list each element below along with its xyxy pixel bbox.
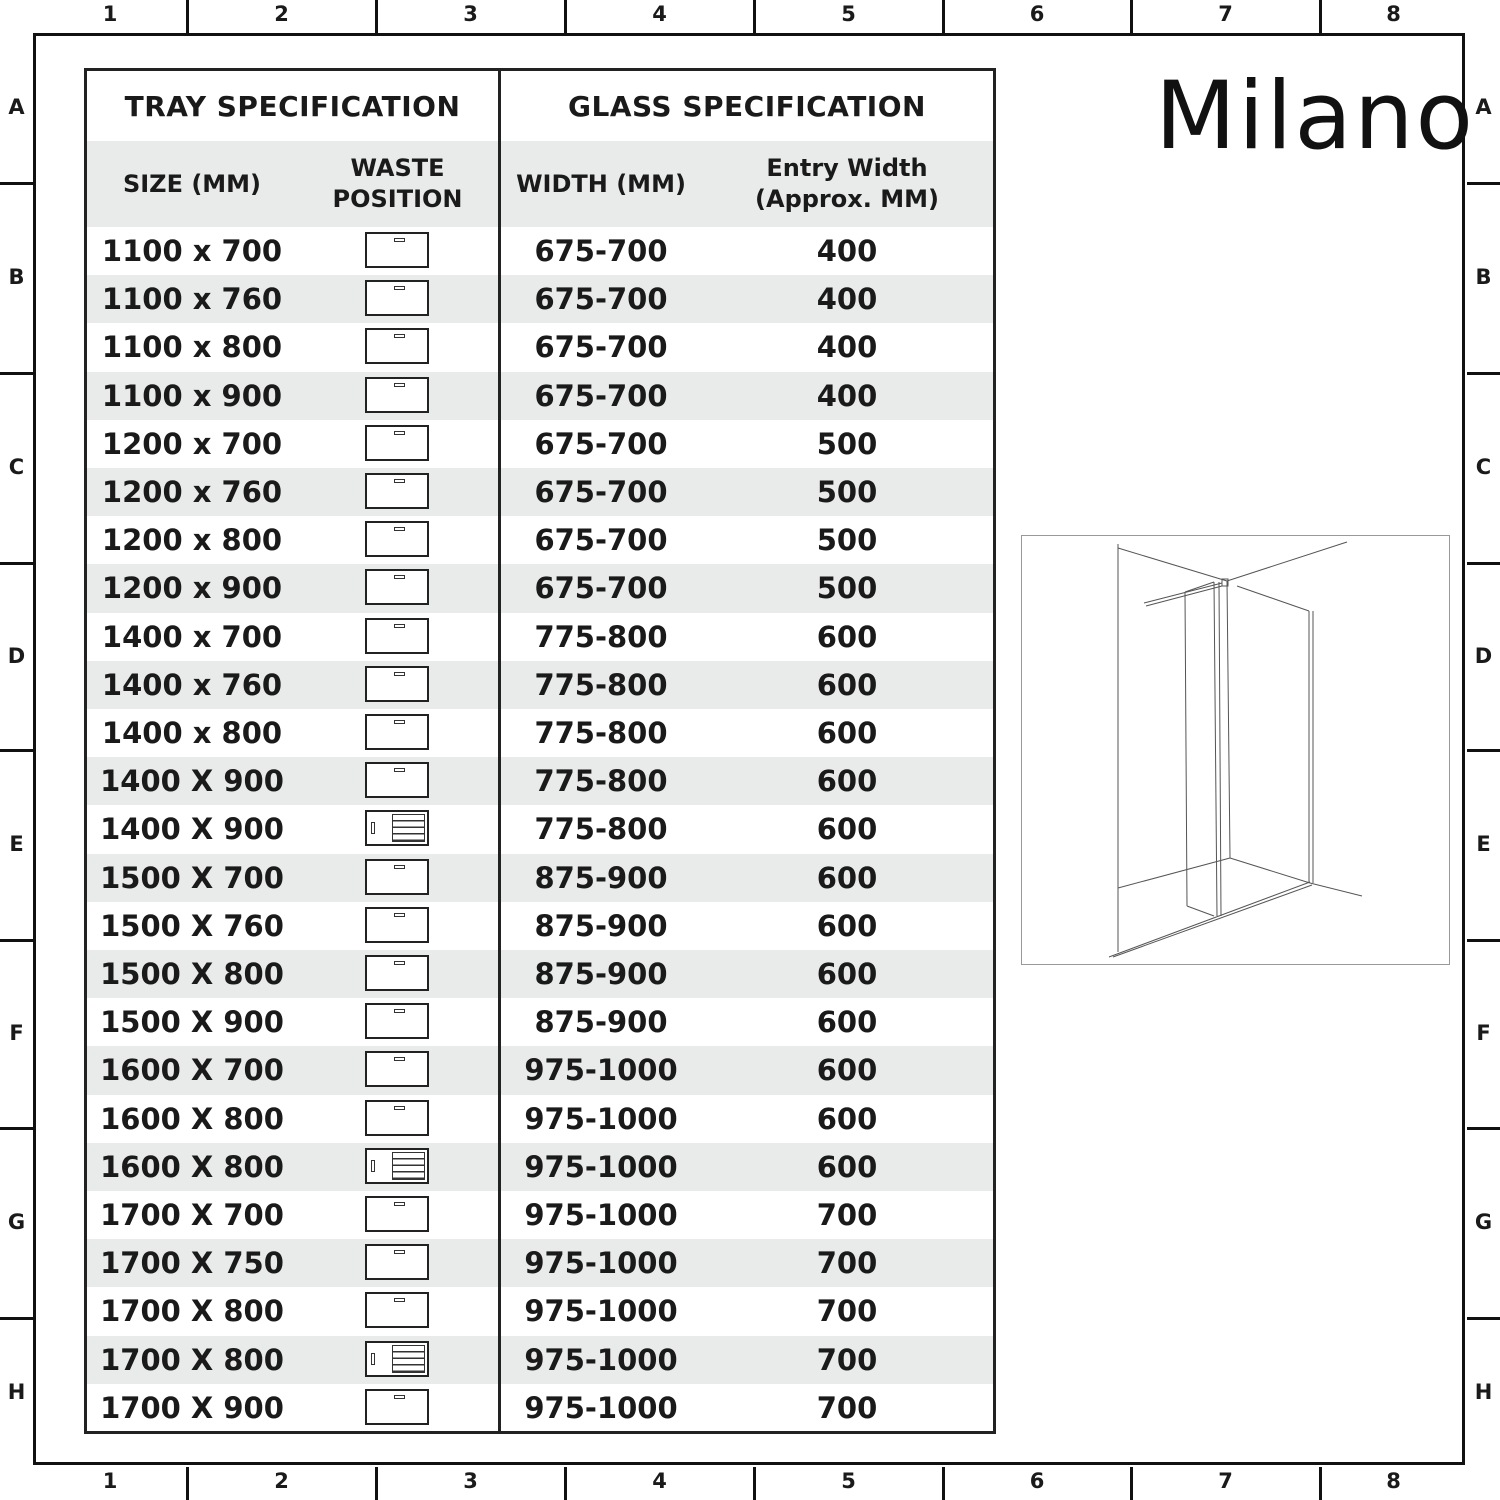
tray-size: 1100 x 700	[101, 234, 283, 269]
waste-slot	[394, 1395, 405, 1399]
waste-position-end-icon	[365, 569, 429, 605]
row-label: A	[8, 95, 25, 119]
header-entry-width	[701, 141, 993, 227]
ruler-tick	[1467, 1317, 1500, 1320]
entry-width: 600	[816, 764, 878, 799]
waste-slot	[394, 479, 405, 483]
table-row	[87, 227, 993, 275]
waste-position-end-icon	[365, 859, 429, 895]
waste-slot	[394, 431, 405, 435]
table-row	[87, 1239, 993, 1287]
header-waste-line1: WASTE	[350, 154, 445, 182]
entry-width: 400	[816, 378, 878, 413]
tray-size: 1500 X 760	[100, 908, 284, 943]
header-entry-line2: (Approx. MM)	[755, 185, 939, 213]
waste-slot	[371, 1353, 375, 1365]
tray-size: 1400 x 700	[101, 619, 283, 654]
entry-width: 600	[816, 957, 878, 992]
tray-size: 1500 X 700	[100, 860, 284, 895]
column-ruler-top	[0, 0, 1500, 33]
entry-width: 600	[816, 1149, 878, 1184]
row-label: D	[1474, 643, 1493, 668]
tray-size: 1700 X 800	[100, 1342, 284, 1377]
table-row	[87, 275, 993, 323]
ruler-tick	[0, 182, 33, 185]
column-label: 8	[1386, 1469, 1401, 1493]
entry-width: 600	[816, 860, 878, 895]
row-label: H	[1474, 1379, 1493, 1404]
glass-width: 875-900	[534, 908, 668, 943]
entry-width: 500	[816, 571, 878, 606]
entry-width: 600	[816, 908, 878, 943]
glass-width: 975-1000	[524, 1101, 678, 1136]
tray-size: 1700 X 750	[100, 1246, 284, 1281]
row-ruler-left	[0, 0, 33, 1500]
row-label: E	[9, 832, 24, 856]
waste-position-side-grid-icon	[365, 1148, 429, 1184]
section-divider	[498, 71, 501, 1431]
entry-width: 700	[816, 1294, 878, 1329]
waste-slot	[394, 286, 405, 290]
waste-position-side-grid-icon	[365, 810, 429, 846]
table-row	[87, 661, 993, 709]
table-row	[87, 757, 993, 805]
column-label: 7	[1218, 2, 1233, 26]
waste-position-end-icon	[365, 425, 429, 461]
waste-slot	[394, 383, 405, 387]
glass-width: 675-700	[534, 282, 668, 317]
table-row	[87, 998, 993, 1046]
column-label: 3	[463, 1469, 478, 1493]
column-label: 1	[102, 2, 118, 26]
waste-slot	[394, 575, 405, 579]
waste-position-end-icon	[365, 377, 429, 413]
row-ruler-right	[1467, 0, 1500, 1500]
waste-position-end-icon	[365, 1100, 429, 1136]
column-label: 8	[1386, 2, 1401, 26]
waste-slot	[394, 1250, 405, 1254]
column-label: 2	[274, 2, 289, 26]
waste-position-end-icon	[365, 1051, 429, 1087]
tray-size: 1700 X 700	[100, 1198, 284, 1233]
glass-width: 675-700	[534, 523, 668, 558]
row-label: C	[8, 455, 25, 479]
waste-position-end-icon	[365, 714, 429, 750]
tray-size: 1600 X 700	[100, 1053, 284, 1088]
waste-slot	[394, 1202, 405, 1206]
row-label: H	[7, 1379, 26, 1404]
waste-slot	[394, 768, 405, 772]
entry-width: 600	[816, 1053, 878, 1088]
waste-slot	[394, 238, 405, 242]
column-label: 4	[652, 1469, 667, 1493]
waste-position-end-icon	[365, 1244, 429, 1280]
table-row	[87, 468, 993, 516]
waste-slot	[394, 1298, 405, 1302]
waste-position-end-icon	[365, 1389, 429, 1425]
ruler-tick	[0, 1127, 33, 1130]
table-row	[87, 902, 993, 950]
ruler-tick	[1467, 562, 1500, 565]
header-size: SIZE (MM)	[122, 169, 262, 198]
waste-position-end-icon	[365, 473, 429, 509]
table-row	[87, 950, 993, 998]
tray-size: 1500 X 900	[100, 1005, 284, 1040]
waste-position-end-icon	[365, 907, 429, 943]
ruler-tick	[1467, 749, 1500, 752]
waste-position-side-grid-icon	[365, 1341, 429, 1377]
entry-width: 400	[816, 330, 878, 365]
table-row	[87, 516, 993, 564]
tray-size: 1200 x 760	[101, 475, 283, 510]
waste-slot	[394, 720, 405, 724]
entry-width: 400	[816, 282, 878, 317]
row-label: D	[7, 643, 26, 668]
waste-slot	[394, 624, 405, 628]
glass-width: 675-700	[534, 475, 668, 510]
glass-width: 775-800	[534, 619, 668, 654]
waste-position-end-icon	[365, 521, 429, 557]
ruler-tick	[1467, 182, 1500, 185]
row-label: B	[8, 265, 25, 289]
table-row	[87, 854, 993, 902]
glass-width: 775-800	[534, 667, 668, 702]
glass-width: 975-1000	[524, 1198, 678, 1233]
row-label: F	[1476, 1021, 1491, 1045]
waste-slot	[394, 334, 405, 338]
waste-slot	[371, 822, 375, 834]
tray-size: 1400 X 900	[100, 764, 284, 799]
row-label: F	[9, 1021, 24, 1045]
waste-position-end-icon	[365, 955, 429, 991]
spec-table	[84, 68, 996, 1434]
table-row	[87, 805, 993, 853]
table-row	[87, 613, 993, 661]
row-label: G	[1474, 1210, 1493, 1234]
tray-grid	[392, 814, 425, 842]
tray-size: 1100 x 800	[101, 330, 283, 365]
glass-width: 875-900	[534, 957, 668, 992]
column-label: 4	[652, 2, 667, 26]
ruler-tick	[1467, 1127, 1500, 1130]
tray-size: 1100 x 760	[101, 282, 283, 317]
column-label: 6	[1029, 1469, 1045, 1493]
header-waste	[297, 141, 498, 227]
entry-width: 700	[816, 1198, 878, 1233]
tray-size: 1200 x 700	[101, 426, 283, 461]
tray-size: 1700 X 800	[100, 1294, 284, 1329]
tray-size: 1600 X 800	[100, 1149, 284, 1184]
entry-width: 600	[816, 812, 878, 847]
tray-size: 1200 x 800	[101, 523, 283, 558]
waste-slot	[394, 1009, 405, 1013]
glass-width: 875-900	[534, 1005, 668, 1040]
entry-width: 400	[816, 234, 878, 269]
column-label: 6	[1029, 2, 1045, 26]
waste-position-end-icon	[365, 232, 429, 268]
entry-width: 600	[816, 716, 878, 751]
entry-width: 700	[816, 1390, 878, 1425]
glass-width: 675-700	[534, 378, 668, 413]
column-label: 7	[1218, 1469, 1233, 1493]
glass-width: 975-1000	[524, 1390, 678, 1425]
entry-width: 600	[816, 1101, 878, 1136]
ruler-tick	[1467, 372, 1500, 375]
header-width: WIDTH (MM)	[516, 169, 686, 198]
tray-size: 1400 X 900	[100, 812, 284, 847]
tray-grid	[392, 1152, 425, 1180]
glass-width: 675-700	[534, 234, 668, 269]
tray-size: 1200 x 900	[101, 571, 283, 606]
walk-in-shower-illustration	[1021, 535, 1450, 965]
row-label: C	[1475, 455, 1492, 479]
waste-slot	[394, 1106, 405, 1110]
waste-position-end-icon	[365, 762, 429, 798]
row-label: G	[7, 1210, 26, 1234]
glass-width: 975-1000	[524, 1246, 678, 1281]
row-label: E	[1476, 832, 1491, 856]
column-header-row	[87, 141, 993, 227]
waste-position-end-icon	[365, 1003, 429, 1039]
waste-slot	[394, 1057, 405, 1061]
table-row	[87, 420, 993, 468]
entry-width: 600	[816, 1005, 878, 1040]
table-row	[87, 1143, 993, 1191]
tray-size: 1100 x 900	[101, 378, 283, 413]
tray-grid	[392, 1345, 425, 1373]
waste-position-end-icon	[365, 618, 429, 654]
glass-width: 775-800	[534, 716, 668, 751]
entry-width: 700	[816, 1342, 878, 1377]
waste-position-end-icon	[365, 1292, 429, 1328]
waste-slot	[371, 1160, 375, 1172]
glass-spec-title: GLASS SPECIFICATION	[568, 90, 926, 123]
tray-size: 1400 x 760	[101, 667, 283, 702]
waste-slot	[394, 527, 405, 531]
milano-logo: Milano	[1155, 62, 1476, 171]
ruler-tick	[0, 749, 33, 752]
waste-slot	[394, 865, 405, 869]
table-row	[87, 1191, 993, 1239]
waste-position-end-icon	[365, 1196, 429, 1232]
glass-width: 675-700	[534, 330, 668, 365]
table-row	[87, 1287, 993, 1335]
column-label: 1	[102, 1469, 118, 1493]
ruler-tick	[0, 1317, 33, 1320]
glass-width: 975-1000	[524, 1294, 678, 1329]
entry-width: 500	[816, 523, 878, 558]
glass-width: 975-1000	[524, 1053, 678, 1088]
row-label: A	[1475, 95, 1492, 119]
glass-width: 975-1000	[524, 1149, 678, 1184]
waste-position-end-icon	[365, 328, 429, 364]
ruler-tick	[0, 372, 33, 375]
table-row	[87, 1095, 993, 1143]
column-label: 2	[274, 1469, 289, 1493]
entry-width: 700	[816, 1246, 878, 1281]
tray-size: 1600 X 800	[100, 1101, 284, 1136]
entry-width: 500	[816, 426, 878, 461]
column-label: 5	[841, 1469, 856, 1493]
glass-width: 975-1000	[524, 1342, 678, 1377]
tray-size: 1700 X 900	[100, 1390, 284, 1425]
header-entry-line1: Entry Width	[766, 154, 928, 182]
glass-width: 775-800	[534, 812, 668, 847]
entry-width: 600	[816, 619, 878, 654]
table-row	[87, 564, 993, 612]
table-row	[87, 1384, 993, 1432]
row-label: B	[1475, 265, 1492, 289]
column-label: 5	[841, 2, 856, 26]
column-ruler-bottom	[0, 1467, 1500, 1500]
glass-width: 875-900	[534, 860, 668, 895]
entry-width: 500	[816, 475, 878, 510]
waste-position-end-icon	[365, 666, 429, 702]
header-waste-line2: POSITION	[332, 185, 463, 213]
ruler-tick	[0, 939, 33, 942]
column-label: 3	[463, 2, 478, 26]
glass-width: 675-700	[534, 571, 668, 606]
tray-size: 1500 X 800	[100, 957, 284, 992]
ruler-tick	[1467, 939, 1500, 942]
waste-slot	[394, 913, 405, 917]
waste-slot	[394, 961, 405, 965]
table-row	[87, 1046, 993, 1094]
table-row	[87, 323, 993, 371]
ruler-tick	[0, 562, 33, 565]
table-row	[87, 1336, 993, 1384]
glass-width: 675-700	[534, 426, 668, 461]
tray-size: 1400 x 800	[101, 716, 283, 751]
table-row	[87, 709, 993, 757]
table-row	[87, 372, 993, 420]
glass-width: 775-800	[534, 764, 668, 799]
shower-screen-drawing-icon	[1022, 536, 1451, 966]
entry-width: 600	[816, 667, 878, 702]
waste-slot	[394, 672, 405, 676]
waste-position-end-icon	[365, 280, 429, 316]
tray-spec-title: TRAY SPECIFICATION	[124, 90, 461, 123]
